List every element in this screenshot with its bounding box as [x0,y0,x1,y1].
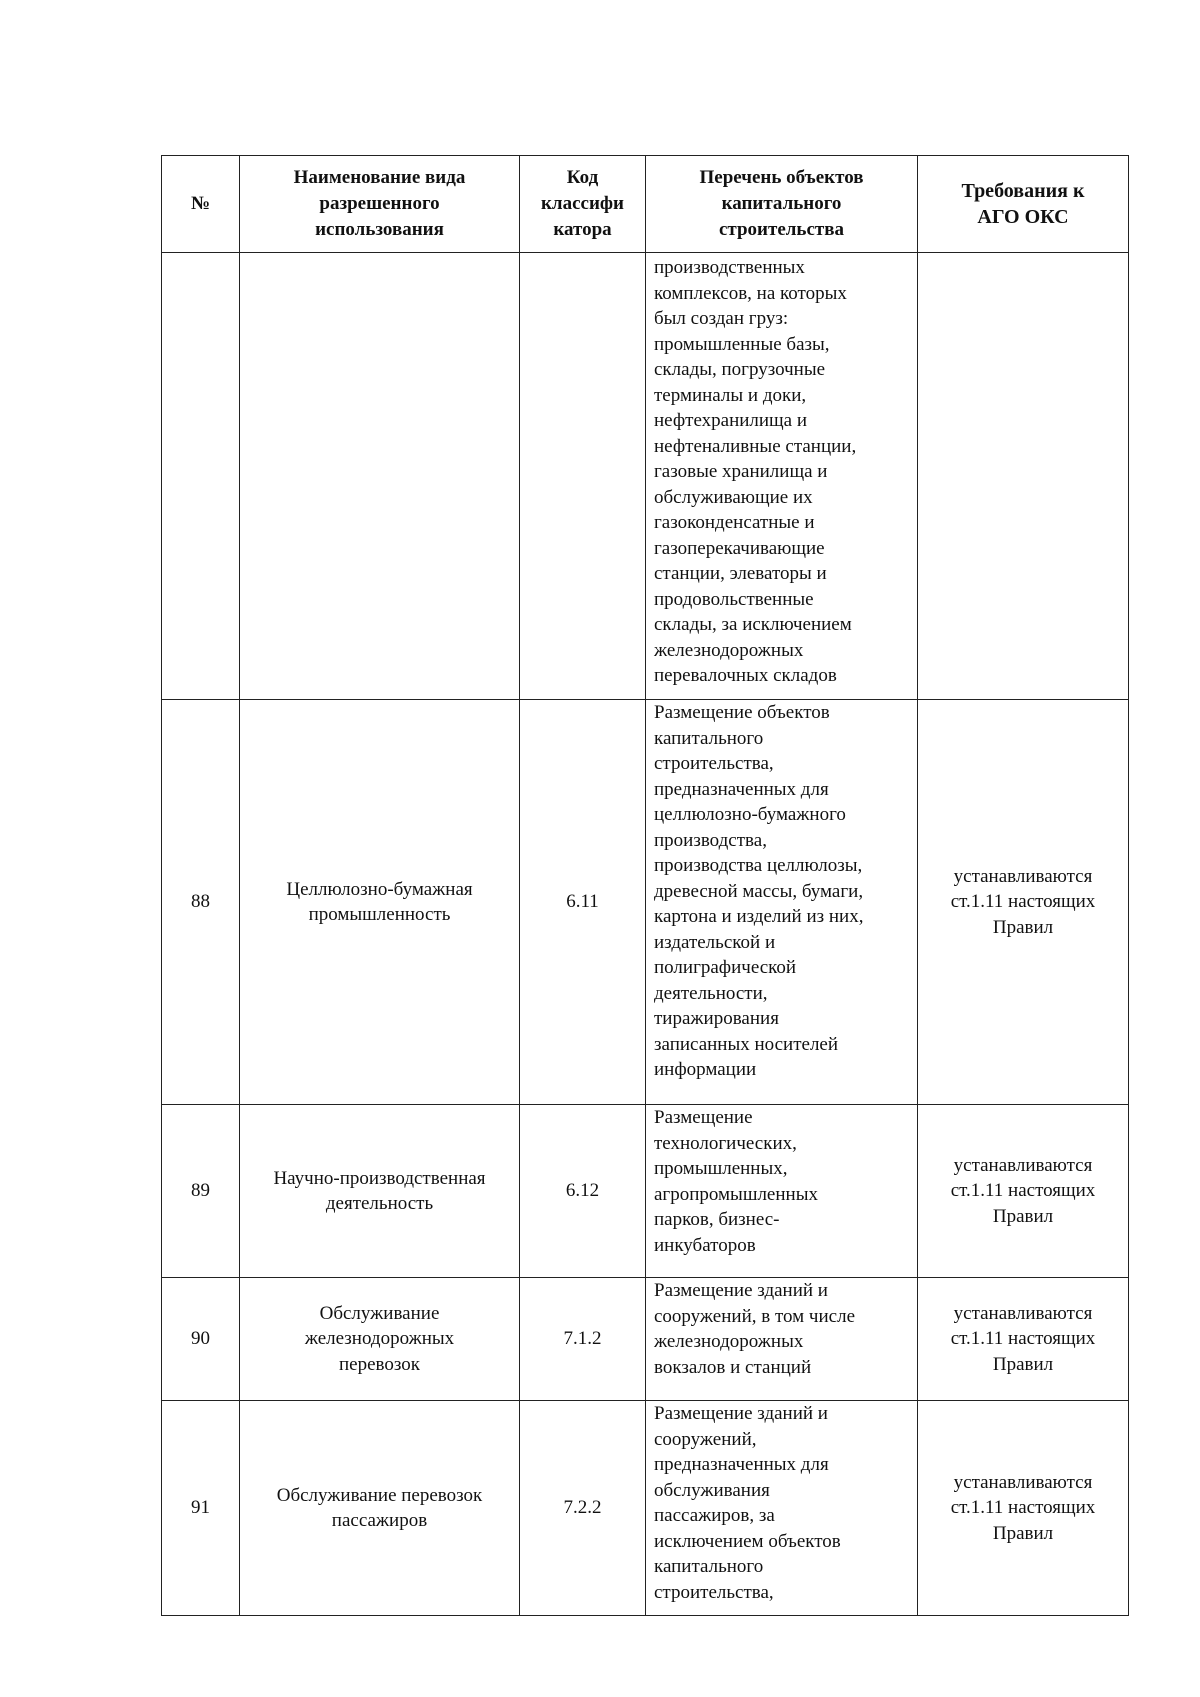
row-requirements: устанавливаются ст.1.11 настоящих Правил [918,1278,1129,1401]
header-objects-list: Перечень объектов капитального строительства [646,156,918,253]
row-requirements: устанавливаются ст.1.11 настоящих Правил [918,700,1129,1105]
header-classifier-code: Код классифи катора [520,156,646,253]
row-objects-list: Размещение зданий и сооружений, в том числе железнодорожных вокзалов и станций [646,1278,918,1401]
row-requirements: устанавливаются ст.1.11 настоящих Правил [918,1105,1129,1278]
row-number: 90 [162,1278,240,1401]
table-header-row [162,156,1129,253]
row-objects-list: Размещение зданий и сооружений, предназначенных для обслуживания пассажиров, за исключением объектов капитального строительства, [646,1401,918,1616]
row-classifier-code: 7.2.2 [520,1401,646,1616]
row-use-type-name [240,253,520,700]
table-row [162,253,1129,700]
row-objects-list: Размещение объектов капитального строительства, предназначенных для целлюлозно-бумажного производства, производства целлюлозы, древесной массы, бумаги, картона и изделий из них, издательской и полиграфической деятельности, тиражирования записанных носителей информации [646,700,918,1105]
row-number: 88 [162,700,240,1105]
row-use-type-name: Обслуживание железнодорожных перевозок [240,1278,520,1401]
table-row [162,1401,1129,1616]
row-classifier-code: 6.12 [520,1105,646,1278]
header-number: № [162,156,240,253]
row-requirements [918,253,1129,700]
row-number: 91 [162,1401,240,1616]
row-classifier-code: 6.11 [520,700,646,1105]
row-objects-list: производственных комплексов, на которых был создан груз: промышленные базы, склады, погрузочные терминалы и доки, нефтехранилища и нефтеналивные станции, газовые хранилища и обслуживающие их газоконденсатные и газоперекачивающие станции, элеваторы и продовольственные склады, за исключением железнодорожных перевалочных складов [646,253,918,700]
row-number: 89 [162,1105,240,1278]
table-row [162,700,1129,1105]
row-number [162,253,240,700]
row-use-type-name: Обслуживание перевозок пассажиров [240,1401,520,1616]
row-objects-list: Размещение технологических, промышленных, агропромышленных парков, бизнес- инкубаторов [646,1105,918,1278]
table-row [162,1278,1129,1401]
table-row [162,1105,1129,1278]
land-use-table [161,155,1129,1616]
header-requirements: Требования к АГО ОКС [918,156,1129,253]
row-classifier-code [520,253,646,700]
row-classifier-code: 7.1.2 [520,1278,646,1401]
row-use-type-name: Целлюлозно-бумажная промышленность [240,700,520,1105]
row-use-type-name: Научно-производственная деятельность [240,1105,520,1278]
row-requirements: устанавливаются ст.1.11 настоящих Правил [918,1401,1129,1616]
header-use-type-name: Наименование вида разрешенного использования [240,156,520,253]
